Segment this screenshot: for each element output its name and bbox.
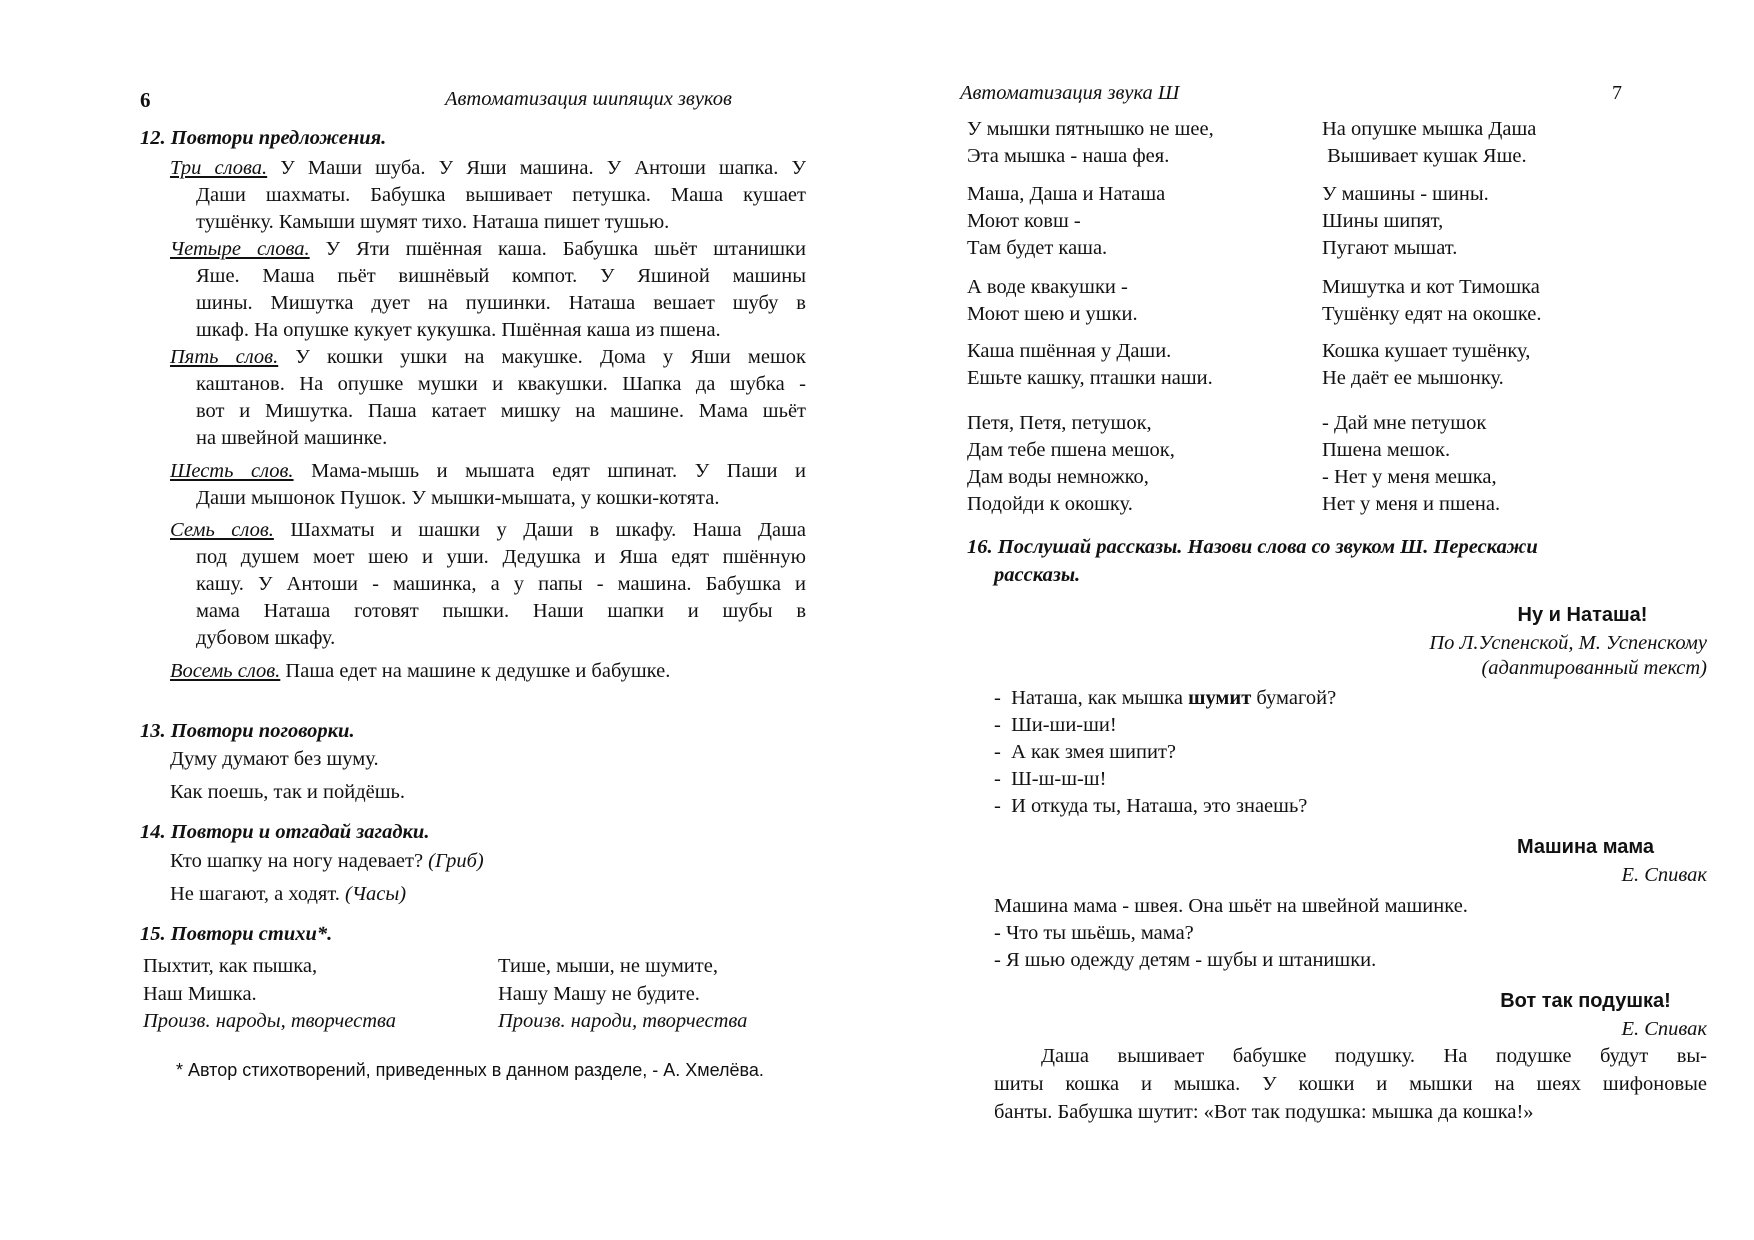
- poem-right-line-2: Нашу Машу не будите.: [498, 983, 700, 1005]
- poem-line: На опушке мышка Даша: [1322, 118, 1537, 140]
- story-3-line-2: шиты кошка и мышка. У кошки и мышки на шеях шифоновые: [994, 1073, 1707, 1095]
- story-3-line-1: Даша вышивает бабушке подушку. На подушке будут вы-: [1041, 1045, 1707, 1067]
- poem-line: Мишутка и кот Тимошка: [1322, 276, 1540, 298]
- poem-line: Кошка кушает тушёнку,: [1322, 340, 1531, 362]
- story-2-title: Машина мама: [1516, 836, 1655, 858]
- exercise-12-line: Шесть слов. Мама-мышь и мышата едят шпинат. У Паши и: [170, 460, 806, 482]
- poem-right-line-1: Тише, мыши, не шумите,: [498, 955, 718, 977]
- story-2-line-2: - Что ты шьёшь, мама?: [994, 922, 1194, 944]
- proverb-1: Думу думают без шуму.: [170, 748, 379, 770]
- exercise-12-line: Даши мышонок Пушок. У мышки-мышата, у кошки-котята.: [196, 487, 720, 509]
- poem-line: Ешьте кашку, пташки наши.: [967, 367, 1213, 389]
- exercise-12-line: каштанов. На опушке мушки и квакушки. Шапка да шубка -: [196, 373, 806, 395]
- running-title-left: Автоматизация шипящих звуков: [445, 88, 732, 110]
- poem-line: Петя, Петя, петушок,: [967, 412, 1152, 434]
- poem-line: Дам тебе пшена мешок,: [967, 439, 1175, 461]
- poem-line: У мышки пятнышко не шее,: [967, 118, 1214, 140]
- word-count-label: Восемь слов.: [170, 660, 281, 682]
- poem-right-source: Произв. народи, творчества: [498, 1010, 748, 1032]
- poem-line: Маша, Даша и Наташа: [967, 183, 1166, 205]
- exercise-16-heading-line-1: 16. Послушай рассказы. Назови слова со звуком Ш. Перескажи: [967, 536, 1538, 558]
- poem-line: Подойди к окошку.: [967, 493, 1133, 515]
- running-title-right: Автоматизация звука Ш: [960, 82, 1180, 104]
- story-1-line: - Ш-ш-ш-ш!: [994, 768, 1107, 790]
- poem-line: Нет у меня и пшена.: [1322, 493, 1501, 515]
- story-2-line-3: - Я шью одежду детям - шубы и штанишки.: [994, 949, 1377, 971]
- word-count-label: Шесть слов.: [170, 460, 294, 482]
- exercise-12-line: мама Наташа готовят пышки. Наши шапки и шубы в: [196, 600, 806, 622]
- exercise-12-line: тушёнку. Камыши шумят тихо. Наташа пишет тушью.: [196, 211, 670, 233]
- poem-line: Не даёт ее мышонку.: [1322, 367, 1504, 389]
- exercise-13-heading: 13. Повтори поговорки.: [140, 720, 355, 742]
- exercise-12-heading: 12. Повтори предложения.: [140, 127, 387, 149]
- story-2-line-1: Машина мама - швея. Она шьёт на швейной машинке.: [994, 895, 1468, 917]
- page-number-right: 7: [1612, 82, 1622, 104]
- footnote: * Автор стихотворений, приведенных в данном разделе, - А. Хмелёва.: [176, 1060, 764, 1080]
- emphasized-word: шумит: [1188, 687, 1252, 709]
- poem-line: - Нет у меня мешка,: [1322, 466, 1497, 488]
- story-1-source-line-1: По Л.Успенской, М. Успенскому: [1429, 632, 1707, 654]
- exercise-12-line: Пять слов. У кошки ушки на макушке. Дома у Яши мешок: [170, 346, 807, 368]
- riddle-1: Кто шапку на ногу надевает? (Гриб): [170, 850, 484, 872]
- story-1-line: - А как змея шипит?: [994, 741, 1177, 763]
- exercise-15-heading: 15. Повтори стихи*.: [140, 923, 333, 945]
- exercise-12-line: Даши шахматы. Бабушка вышивает петушка. Маша кушает: [196, 184, 806, 206]
- poem-line: У машины - шины.: [1322, 183, 1489, 205]
- story-3-author: Е. Спивак: [1621, 1018, 1707, 1040]
- exercise-12-line: Восемь слов. Паша едет на машине к дедушке и бабушке.: [170, 660, 671, 682]
- exercise-16-heading-line-2: рассказы.: [994, 564, 1081, 586]
- exercise-12-line: Яше. Маша пьёт вишнёвый компот. У Яшиной машины: [196, 265, 806, 287]
- exercise-12-line: кашу. У Антоши - машинка, а у папы - машина. Бабушка и: [196, 573, 806, 595]
- poem-line: - Дай мне петушок: [1322, 412, 1487, 434]
- exercise-12-line: под душем моет шею и уши. Дедушка и Яша едят пшённую: [196, 546, 806, 568]
- story-1-line: - Наташа, как мышка шумит бумагой?: [994, 687, 1337, 709]
- word-count-label: Семь слов.: [170, 519, 274, 541]
- poem-line: Каша пшённая у Даши.: [967, 340, 1172, 362]
- poem-left-line-2: Наш Мишка.: [143, 983, 257, 1005]
- poem-line: Пшена мешок.: [1322, 439, 1451, 461]
- exercise-14-heading: 14. Повтори и отгадай загадки.: [140, 821, 430, 843]
- exercise-12-line: на швейной машинке.: [196, 427, 388, 449]
- story-1-line: - И откуда ты, Наташа, это знаешь?: [994, 795, 1308, 817]
- word-count-label: Пять слов.: [170, 346, 279, 368]
- poem-line: А воде квакушки -: [967, 276, 1128, 298]
- poem-line: Тушёнку едят на окошке.: [1322, 303, 1542, 325]
- poem-line: Моют шею и ушки.: [967, 303, 1138, 325]
- story-1-line: - Ши-ши-ши!: [994, 714, 1117, 736]
- story-1-title: Ну и Наташа!: [1517, 604, 1648, 626]
- exercise-12-line: вот и Мишутка. Паша катает мишку на машине. Мама шьёт: [196, 400, 806, 422]
- riddle-2: Не шагают, а ходят. (Часы): [170, 883, 407, 905]
- exercise-12-line: шкаф. На опушке кукует кукушка. Пшённая каша из пшена.: [196, 319, 721, 341]
- poem-line: Дам воды немножко,: [967, 466, 1149, 488]
- story-2-author: Е. Спивак: [1621, 864, 1707, 886]
- exercise-12-line: дубовом шкафу.: [196, 627, 336, 649]
- word-count-label: Четыре слова.: [170, 238, 310, 260]
- proverb-2: Как поешь, так и пойдёшь.: [170, 781, 406, 803]
- poem-left-source: Произв. народы, творчества: [143, 1010, 397, 1032]
- poem-line: Пугают мышат.: [1322, 237, 1458, 259]
- poem-line: Моют ковш -: [967, 210, 1081, 232]
- poem-line: Вышивает кушак Яше.: [1322, 145, 1527, 167]
- story-1-source-line-2: (адаптированный текст): [1481, 657, 1707, 679]
- right-page: [877, 0, 1754, 1240]
- story-3-title: Вот так подушка!: [1500, 990, 1671, 1012]
- exercise-12-line: Три слова. У Маши шуба. У Яши машина. У Антоши шапка. У: [170, 157, 806, 179]
- exercise-12-line: Четыре слова. У Яти пшённая каша. Бабушка шьёт штанишки: [170, 238, 806, 260]
- word-count-label: Три слова.: [170, 157, 268, 179]
- exercise-12-line: шины. Мишутка дует на пушинки. Наташа вешает шубу в: [196, 292, 806, 314]
- poem-left-line-1: Пыхтит, как пышка,: [143, 955, 318, 977]
- page-number-left: 6: [140, 88, 151, 112]
- poem-line: Шины шипят,: [1322, 210, 1444, 232]
- exercise-12-line: Семь слов. Шахматы и шашки у Даши в шкафу. Наша Даша: [170, 519, 806, 541]
- story-3-line-3: банты. Бабушка шутит: «Вот так подушка: мышка да кошка!»: [994, 1101, 1534, 1123]
- poem-line: Эта мышка - наша фея.: [967, 145, 1170, 167]
- poem-line: Там будет каша.: [967, 237, 1108, 259]
